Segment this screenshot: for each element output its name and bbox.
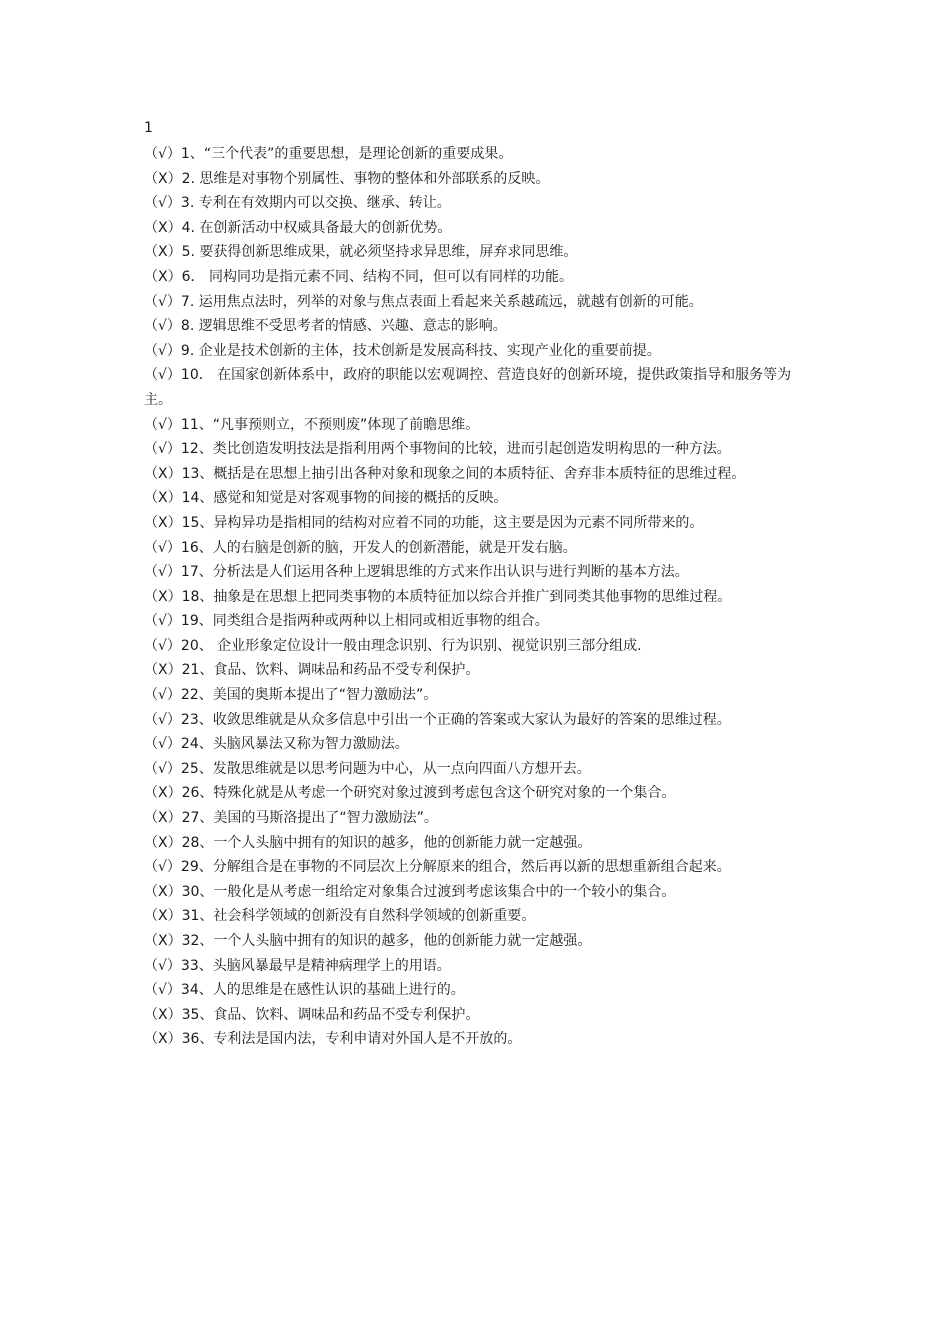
answer-mark: （X） [144, 1031, 182, 1048]
statement-item [144, 437, 816, 462]
statement-item [144, 142, 816, 167]
statement-text: 30、一般化是从考虑一组给定对象集合过渡到考虑该集合中的一个较小的集合。 [181, 883, 676, 900]
answer-mark: （√） [144, 982, 181, 999]
statement-item [144, 585, 816, 610]
answer-mark: （√） [144, 760, 181, 777]
statement-text: 6． 同构同功是指元素不同、结构不同，但可以有同样的功能。 [181, 268, 573, 285]
statement-item [144, 658, 816, 683]
answer-mark: （√） [144, 687, 181, 704]
statement-item [144, 831, 816, 856]
statement-text: 34、人的思维是在感性认识的基础上进行的。 [180, 982, 465, 999]
answer-mark: （X） [144, 588, 182, 605]
statement-text: 1、“三个代表”的重要思想，是理论创新的重要成果。 [180, 146, 513, 162]
statement-text: 9. 企业是技术创新的主体，技术创新是发展高科技、实现产业化的重要前提。 [180, 342, 661, 359]
answer-mark: （X） [144, 244, 182, 261]
statement-item [144, 708, 816, 733]
statement-text: 17、分析法是人们运用各种上逻辑思维的方式来作出认识与进行判断的基本方法。 [180, 564, 689, 581]
statement-item [144, 683, 816, 708]
answer-mark: （X） [144, 883, 182, 900]
answer-mark: （X） [144, 908, 182, 925]
statement-item [144, 609, 816, 634]
statement-item [144, 855, 816, 880]
statement-item [144, 757, 816, 782]
answer-mark: （√） [144, 564, 181, 581]
statement-item [144, 216, 816, 241]
statement-item [144, 634, 816, 659]
statement-item [144, 462, 816, 487]
statement-text: 7. 运用焦点法时，列举的对象与焦点表面上看起来关系越疏远，就越有创新的可能。 [180, 293, 703, 310]
statement-text: 12、类比创造发明技法是指利用两个事物间的比较，进而引起创造发明构思的一种方法。 [180, 441, 731, 458]
answer-mark: （X） [144, 170, 182, 187]
answer-mark: （X） [144, 514, 182, 531]
answer-mark: （X） [144, 810, 182, 827]
statement-item [144, 290, 816, 315]
statement-item [144, 560, 816, 585]
statement-item [144, 314, 816, 339]
answer-mark: （√） [144, 711, 181, 728]
statement-item [144, 536, 816, 561]
statement-item [144, 929, 816, 954]
statement-text: 24、头脑风暴法又称为智力激励法。 [180, 736, 409, 753]
answer-mark: （√） [144, 416, 181, 433]
answer-mark: （√） [144, 613, 181, 630]
statement-text: 主。 [144, 391, 172, 408]
page-number: 1 [144, 120, 153, 136]
statement-text: 13、概括是在思想上抽引出各种对象和现象之间的本质特征、舍弃非本质特征的思维过程。 [181, 465, 746, 482]
statement-item [144, 732, 816, 757]
statement-text: 31、社会科学领域的创新没有自然科学领域的创新重要。 [181, 908, 536, 925]
statement-item [144, 388, 816, 413]
statement-text: 27、美国的马斯洛提出了“智力激励法”。 [181, 810, 438, 827]
statement-text: 10． 在国家创新体系中，政府的职能以宏观调控、营造良好的创新环境，提供政策指导和服务等为 [180, 367, 792, 384]
answer-mark: （X） [144, 219, 182, 236]
statement-text: 15、异构异功是指相同的结构对应着不同的功能，这主要是因为元素不同所带来的。 [181, 514, 704, 531]
statement-text: 23、收敛思维就是从众多信息中引出一个正确的答案或大家认为最好的答案的思维过程。 [180, 711, 731, 728]
statement-text: 36、专利法是国内法，专利申请对外国人是不开放的。 [181, 1031, 522, 1048]
statement-text: 8. 逻辑思维不受思考者的情感、兴趣、意志的影响。 [180, 318, 507, 335]
answer-mark: （X） [144, 1006, 182, 1023]
statement-list [144, 142, 816, 1052]
answer-mark: （X） [144, 490, 182, 507]
answer-mark: （√） [144, 859, 181, 876]
answer-mark: （√） [144, 736, 181, 753]
answer-mark: （X） [144, 662, 182, 679]
answer-mark: （√） [144, 441, 181, 458]
statement-text: 2. 思维是对事物个别属性、事物的整体和外部联系的反映。 [181, 170, 550, 187]
statement-item [144, 781, 816, 806]
statement-item [144, 978, 816, 1003]
statement-item [144, 954, 816, 979]
statement-item [144, 904, 816, 929]
statement-text: 26、特殊化就是从考虑一个研究对象过渡到考虑包含这个研究对象的一个集合。 [181, 785, 676, 802]
statement-item [144, 806, 816, 831]
answer-mark: （√） [144, 367, 181, 384]
answer-mark: （X） [144, 268, 182, 285]
statement-text: 35、食品、饮料、调味品和药品不受专利保护。 [181, 1006, 480, 1023]
answer-mark: （√） [144, 146, 181, 162]
statement-text: 19、同类组合是指两种或两种以上相同或相近事物的组合。 [180, 613, 549, 630]
answer-mark: （X） [144, 465, 182, 482]
statement-text: 5. 要获得创新思维成果，就必须坚持求异思维，屏弃求同思维。 [181, 244, 578, 261]
statement-text: 22、美国的奥斯本提出了“智力激励法”。 [180, 687, 438, 704]
answer-mark: （√） [144, 318, 181, 335]
statement-item [144, 240, 816, 265]
statement-item [144, 339, 816, 364]
statement-text: 11、“凡事预则立，不预则废”体现了前瞻思维。 [180, 416, 480, 433]
statement-item [144, 880, 816, 905]
answer-mark: （√） [144, 637, 181, 654]
answer-mark: （√） [144, 957, 181, 974]
statement-item [144, 413, 816, 438]
statement-text: 20、 企业形象定位设计一般由理念识别、行为识别、视觉识别三部分组成. [180, 637, 642, 654]
answer-mark: （X） [144, 834, 182, 851]
statement-text: 18、抽象是在思想上把同类事物的本质特征加以综合并推广到同类其他事物的思维过程。 [181, 588, 732, 605]
answer-mark: （√） [144, 293, 181, 310]
statement-item [144, 265, 816, 290]
statement-text: 32、一个人头脑中拥有的知识的越多，他的创新能力就一定越强。 [181, 933, 592, 949]
statement-text: 14、感觉和知觉是对客观事物的间接的概括的反映。 [181, 490, 508, 507]
statement-text: 25、发散思维就是以思考问题为中心，从一点向四面八方想开去。 [180, 760, 591, 777]
statement-item [144, 1027, 816, 1052]
statement-text: 4. 在创新活动中权威具备最大的创新优势。 [181, 219, 452, 236]
statement-text: 21、食品、饮料、调味品和药品不受专利保护。 [181, 662, 480, 679]
statement-item [144, 191, 816, 216]
statement-item [144, 1003, 816, 1028]
document-content [144, 118, 816, 1052]
answer-mark: （X） [144, 933, 182, 949]
statement-text: 3. 专利在有效期内可以交换、继承、转让。 [180, 195, 451, 212]
statement-item [144, 363, 816, 388]
statement-item [144, 167, 816, 192]
statement-text: 29、分解组合是在事物的不同层次上分解原来的组合，然后再以新的思想重新组合起来。 [180, 859, 731, 876]
statement-text: 33、头脑风暴最早是精神病理学上的用语。 [180, 957, 451, 974]
statement-text: 16、人的右脑是创新的脑，开发人的创新潜能，就是开发右脑。 [180, 539, 577, 556]
statement-text: 28、一个人头脑中拥有的知识的越多，他的创新能力就一定越强。 [181, 834, 592, 851]
answer-mark: （√） [144, 539, 181, 556]
statement-item [144, 511, 816, 536]
statement-item [144, 486, 816, 511]
answer-mark: （√） [144, 342, 181, 359]
answer-mark: （√） [144, 195, 181, 212]
answer-mark: （X） [144, 785, 182, 802]
